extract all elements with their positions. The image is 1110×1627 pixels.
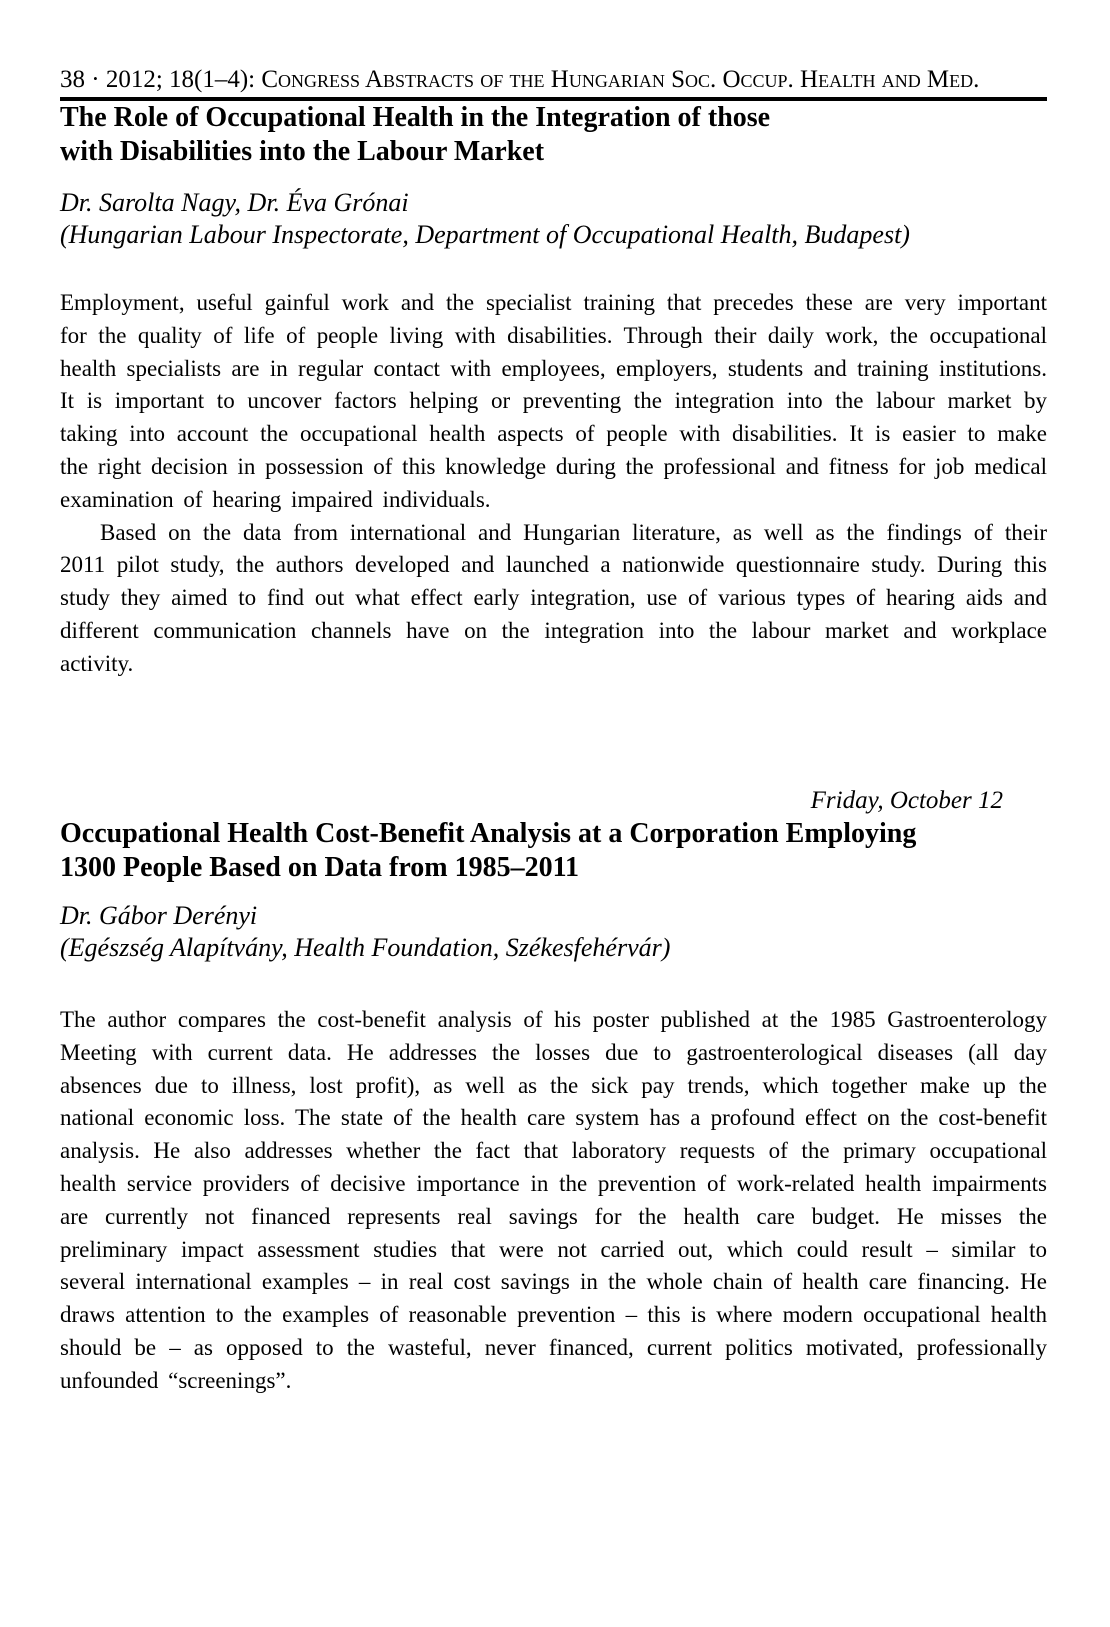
abstract2-title xyxy=(60,817,1047,885)
session-date: Friday, October 12 xyxy=(810,787,1003,814)
abstract1-affiliation: (Hungarian Labour Inspectorate, Department of Occupational Health, Budapest) xyxy=(60,220,910,249)
abstract1-title-line2: with Disabilities into the Labour Market xyxy=(60,136,545,167)
abstract2-title-line2: 1300 People Based on Data from 1985–2011 xyxy=(60,852,580,883)
abstract1-body xyxy=(60,287,1047,716)
abstract-2 xyxy=(60,817,1047,1398)
abstract2-byline xyxy=(60,900,1047,964)
abstract1-title xyxy=(60,101,1047,169)
running-head xyxy=(60,67,1047,101)
running-head-journal-title: Congress Abstracts of the Hungarian Soc. Occup. Health and Med. xyxy=(261,66,980,93)
running-head-citation: 38 · 2012; 18(1–4): xyxy=(60,66,262,93)
abstract2-authors: Dr. Gábor Derényi xyxy=(60,901,258,930)
abstract1-paragraph-1: Employment, useful gainful work and the specialist training that precedes these are very important for the quality of life of people living with disabilities. Through their daily work, the occupational health specialists are in regular contact with employees, employers, students and training institutions. It is important to uncover factors helping or preventing the integration into the labour market by taking into account the occupational health aspects of people with disabilities. It is easier to make the right decision in possession of this knowledge during the professional and fitness for job medical examination of hearing impaired individuals. xyxy=(60,290,1047,512)
abstract2-title-line1: Occupational Health Cost-Benefit Analysis at a Corporation Employing xyxy=(60,818,917,849)
abstract2-paragraph-1: The author compares the cost-benefit analysis of his poster published at the 1985 Gastroenterology Meeting with current data. He addresses the losses due to gastroenterological diseases (all day absences due to illness, lost profit), as well as the sick pay trends, which together make up the national economic loss. The state of the health care system has a profound effect on the cost-benefit analysis. He also addresses whether the fact that laboratory requests of the primary occupational health service providers of decisive importance in the prevention of work-related health impairments are currently not financed represents real savings for the health care budget. He misses the preliminary impact assessment studies that were not carried out, which could result – similar to several international examples – in real cost savings in the whole chain of health care financing. He draws attention to the examples of reasonable prevention – this is where modern occupational health should be – as opposed to the wasteful, never financed, current politics motivated, professionally unfounded “screenings”. xyxy=(60,1007,1047,1393)
abstract1-title-line1: The Role of Occupational Health in the Integration of those xyxy=(60,102,771,133)
abstract2-affiliation: (Egészség Alapítvány, Health Foundation, Székesfehérvár) xyxy=(60,933,671,962)
abstract-1 xyxy=(60,101,1047,716)
abstract1-byline xyxy=(60,187,1047,251)
abstract1-authors: Dr. Sarolta Nagy, Dr. Éva Grónai xyxy=(60,188,409,217)
abstract2-body xyxy=(60,1004,1047,1398)
abstract1-paragraph-2: Based on the data from international and Hungarian literature, as well as the findings of their 2011 pilot study, the authors developed and launched a nationwide questionnaire study. During this study they aimed to find out what effect early integration, use of various types of hearing aids and different communication channels have on the integration into the labour market and workplace activity. xyxy=(60,519,1047,676)
